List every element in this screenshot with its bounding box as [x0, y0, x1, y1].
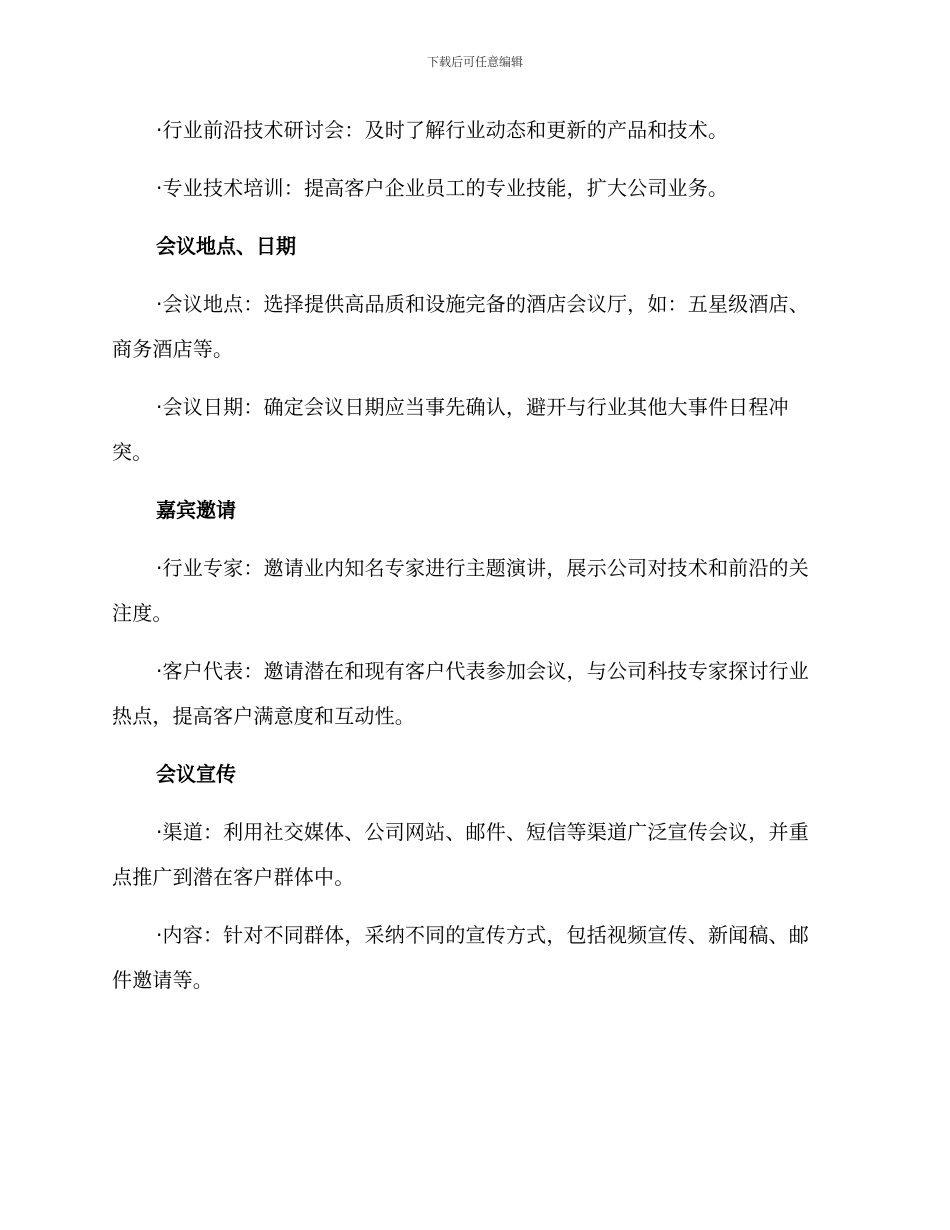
bullet-paragraph: ·行业前沿技术研讨会：及时了解行业动态和更新的产品和技术。 [156, 118, 729, 142]
bullet-paragraph: ·会议地点：选择提供高品质和设施完备的酒店会议厅，如：五星级酒店、商务酒店等。 [112, 292, 809, 361]
bullet-paragraph: ·内容：针对不同群体，采纳不同的宣传方式，包括视频宣传、新闻稿、邮件邀请等。 [112, 923, 809, 992]
section-heading: 会议地点、日期 [156, 234, 296, 258]
bullet-paragraph: ·渠道：利用社交媒体、公司网站、邮件、短信等渠道广泛宣传会议，并重点推广到潜在客户群体中。 [112, 820, 809, 889]
document-body [112, 108, 824, 1016]
page-header: 下载后可任意编辑 [426, 55, 523, 69]
bullet-paragraph: ·行业专家：邀请业内知名专家进行主题演讲，展示公司对技术和前沿的关注度。 [112, 556, 809, 625]
bullet-paragraph: ·专业技术培训：提高客户企业员工的专业技能，扩大公司业务。 [156, 176, 729, 200]
section-heading: 会议宣传 [156, 762, 236, 786]
section-heading: 嘉宾邀请 [156, 498, 236, 522]
bullet-paragraph: ·会议日期：确定会议日期应当事先确认，避开与行业其他大事件日程冲突。 [112, 395, 789, 464]
bullet-paragraph: ·客户代表：邀请潜在和现有客户代表参加会议，与公司科技专家探讨行业热点，提高客户满意度和互动性。 [112, 659, 809, 728]
